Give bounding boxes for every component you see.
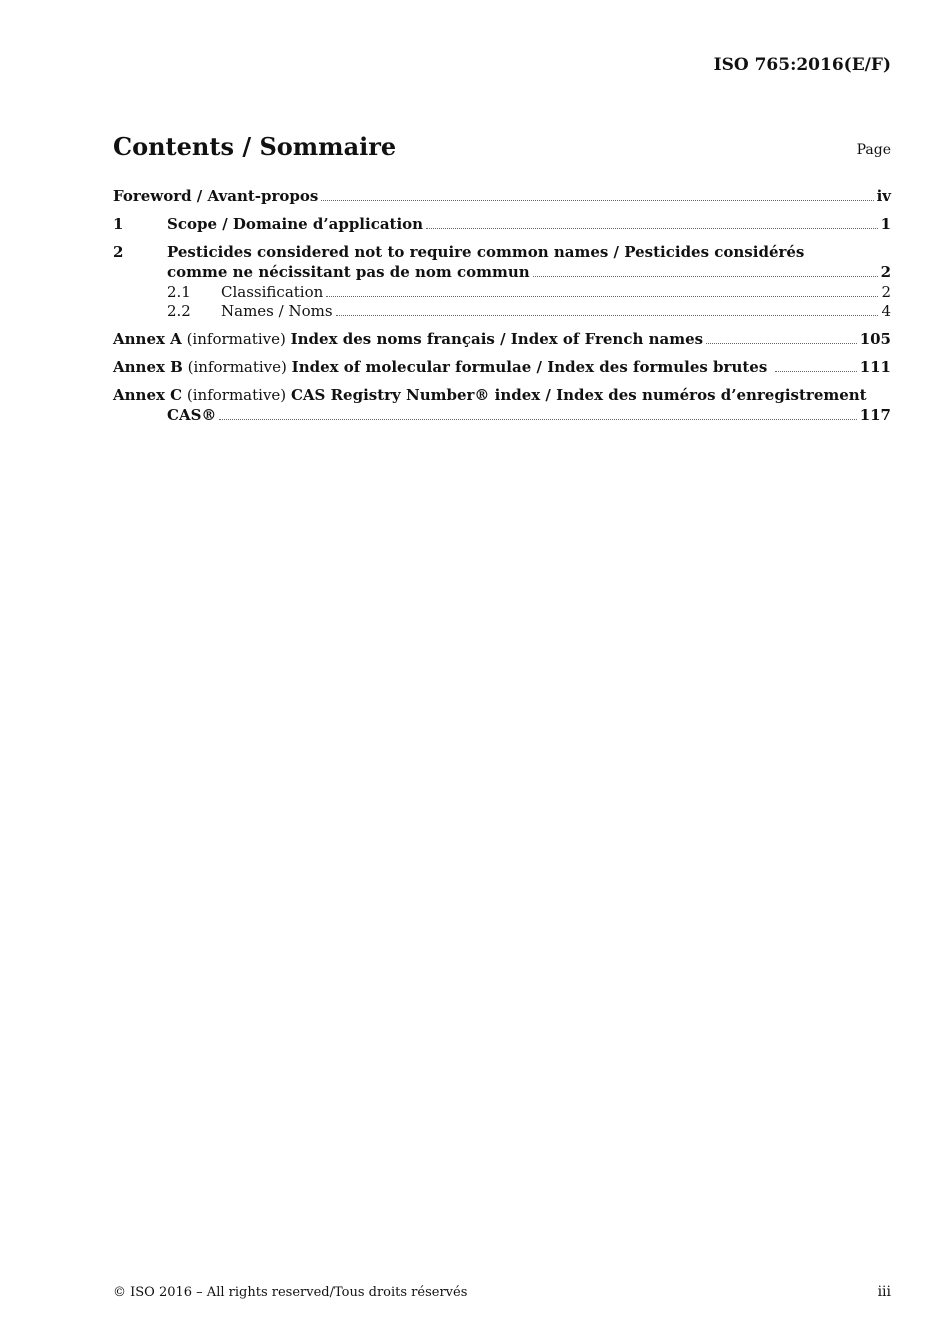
document-id: ISO 765:2016(E/F) [713,55,891,75]
annex-informative: (informative) [186,330,286,348]
page-column-label: Page [856,142,891,158]
toc-page-number: 105 [859,330,891,348]
toc-entry-classification[interactable] [113,282,891,302]
toc-section-number: 2.2 [167,302,191,320]
toc-section-number: 1 [113,215,124,233]
page-title: Contents / Sommaire [113,132,397,161]
toc-section-number: 2 [113,243,124,261]
toc-entry-foreword[interactable] [113,186,891,206]
toc-entry-text-line2: comme ne nécissitant pas de nom commun [167,263,530,281]
leader-dots [326,286,878,297]
annex-label: Annex A [113,330,182,348]
copyright-notice: © ISO 2016 – All rights reserved/Tous droits réservés [113,1285,468,1300]
annex-label: Annex C [113,386,183,404]
toc-entry-text: Classification [221,283,324,301]
toc-entry-text: Scope / Domaine d’application [167,215,424,233]
toc-entry-text: Names / Noms [221,302,333,320]
toc-page-number: 111 [859,358,891,376]
toc-entry-annex-c[interactable] [113,385,891,425]
leader-dots [219,409,856,420]
toc-page-number: 4 [881,302,891,320]
annex-informative: (informative) [186,386,287,404]
leader-dots [706,333,857,344]
toc-page-number: 117 [859,406,891,424]
toc-page-number: 2 [880,263,891,281]
annex-informative: (informative) [187,358,287,376]
toc-entry-annex-b[interactable] [113,357,891,377]
toc-entry-text-line1: CAS Registry Number® index / Index des numéros d’enregistrement [290,386,867,404]
leader-dots [533,266,878,277]
toc-page-number: iv [876,187,891,205]
toc-entry-text-line1: Pesticides considered not to require common names / Pesticides considérés [167,243,805,261]
toc-entry-text: Foreword / Avant-propos [113,187,319,205]
leader-dots [426,218,877,229]
footer-page-number: iii [877,1284,891,1300]
toc-entry-text-line2: CAS® [167,406,217,424]
leader-dots [336,305,879,316]
annex-label: Annex B [113,358,183,376]
toc-entry-text: Index des noms français / Index of French names [290,330,704,348]
toc-section-number: 2.1 [167,283,191,301]
toc-entry-annex-a[interactable] [113,329,891,349]
toc-entry-names[interactable] [113,301,891,321]
toc-entry-pesticides[interactable] [113,242,891,282]
leader-dots [775,361,856,372]
toc-page-number: 2 [881,283,891,301]
toc-page-number: 1 [880,215,891,233]
toc-entry-text: Index of molecular formulae / Index des formules brutes [291,358,768,376]
leader-dots [321,190,873,201]
toc-entry-scope[interactable] [113,214,891,234]
